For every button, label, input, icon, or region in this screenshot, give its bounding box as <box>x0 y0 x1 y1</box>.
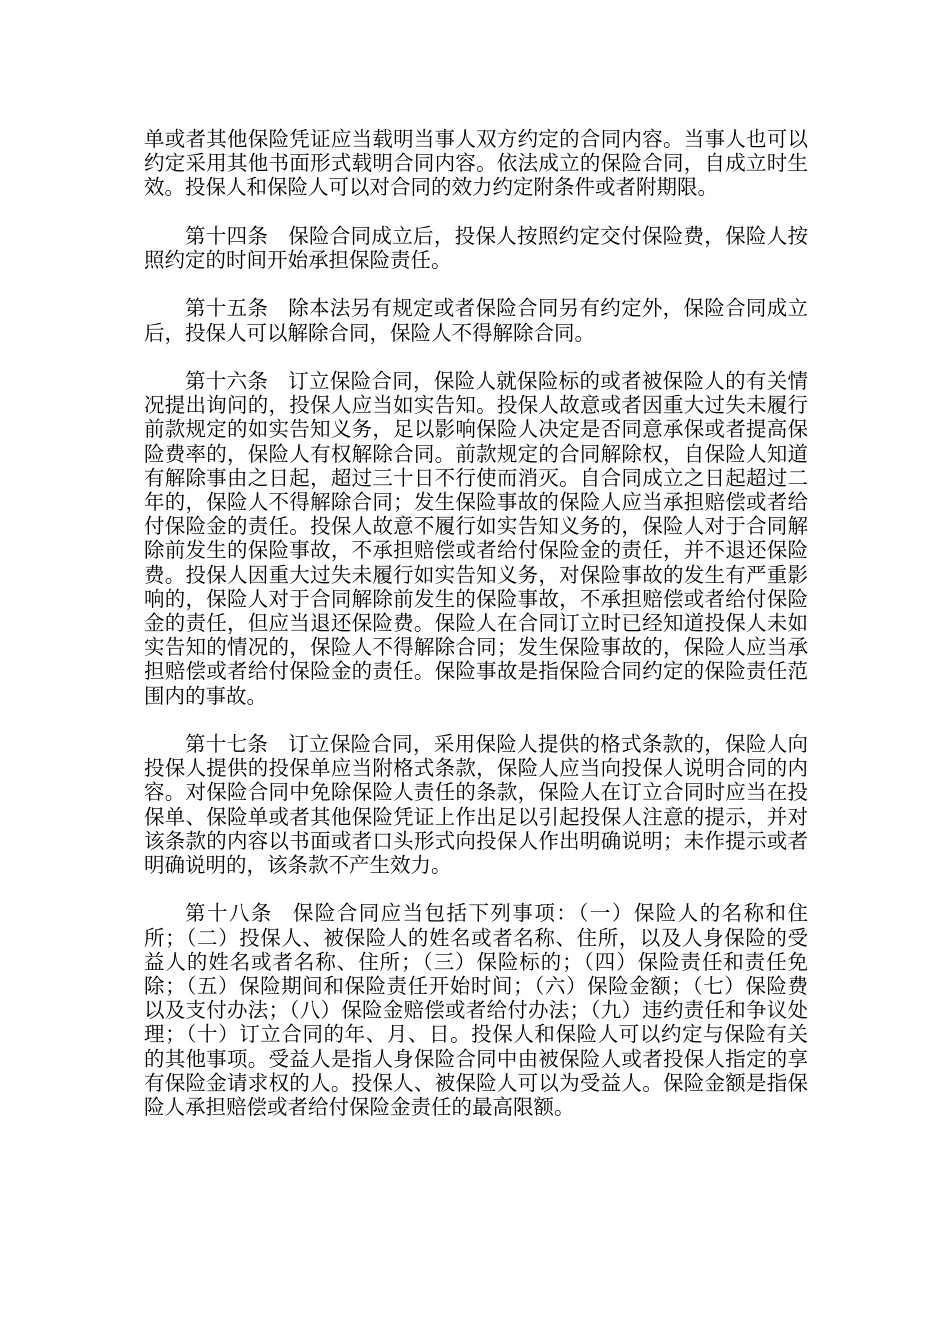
paragraph-text: 订立保险合同，采用保险人提供的格式条款的，保险人向投保人提供的投保单应当附格式条款，保险人应当向投保人说明合同的内容。对保险合同中免除保险人责任的条款，保险人在订立合同时应当在投保单、保险单或者其他保险凭证上作出足以引起投保人注意的提示，并对该条款的内容以书面或者口头形式向投保人作出明确说明；未作提示或者明确说明的，该条款不产生效力。 <box>144 732 809 878</box>
article-16 <box>144 369 808 708</box>
article-number: 第十五条 <box>185 296 269 321</box>
article-14 <box>144 224 808 272</box>
paragraph-text: 保险合同成立后，投保人按照约定交付保险费，保险人按照约定的时间开始承担保险责任。 <box>144 223 809 272</box>
article-number: 第十六条 <box>185 368 269 393</box>
article-18 <box>144 901 808 1119</box>
article-15 <box>144 296 808 344</box>
article-number: 第十八条 <box>185 901 273 926</box>
document-page <box>144 127 808 1143</box>
article-number: 第十七条 <box>185 732 269 757</box>
paragraph-text: 订立保险合同，保险人就保险标的或者被保险人的有关情况提出询问的，投保人应当如实告知。投保人故意或者因重大过失未履行前款规定的如实告知义务，足以影响保险人决定是否同意承保或者提高保险费率的，保险人有权解除合同。前款规定的合同解除权，自保险人知道有解除事由之日起，超过三十日不行使而消灭。自合同成立之日起超过二年的，保险人不得解除合同；发生保险事故的保险人应当承担赔偿或者给付保险金的责任。投保人故意不履行如实告知义务的，保险人对于合同解除前发生的保险事故，不承担赔偿或者给付保险金的责任，并不退还保险费。投保人因重大过失未履行如实告知义务，对保险事故的发生有严重影响的，保险人对于合同解除前发生的保险事故，不承担赔偿或者给付保险金的责任，但应当退还保险费。保险人在合同订立时已经知道投保人未如实告知的情况的，保险人不得解除合同；发生保险事故的，保险人应当承担赔偿或者给付保险金的责任。保险事故是指保险合同约定的保险责任范围内的事故。 <box>144 368 809 708</box>
paragraph-continuation <box>144 127 808 200</box>
paragraph-text: 保险合同应当包括下列事项：（一）保险人的名称和住所；（二）投保人、被保险人的姓名或者名称、住所，以及人身保险的受益人的姓名或者名称、住所；（三）保险标的；（四）保险责任和责任免除；（五）保险期间和保险责任开始时间；（六）保险金额；（七）保险费以及支付办法；（八）保险金赔偿或者给付办法；（九）违约责任和争议处理；（十）订立合同的年、月、日。投保人和保险人可以约定与保险有关的其他事项。受益人是指人身保险合同中由被保险人或者投保人指定的享有保险金请求权的人。投保人、被保险人可以为受益人。保险金额是指保险人承担赔偿或者给付保险金责任的最高限额。 <box>144 901 809 1120</box>
article-number: 第十四条 <box>185 223 269 248</box>
article-17 <box>144 732 808 877</box>
paragraph-text: 单或者其他保险凭证应当载明当事人双方约定的合同内容。当事人也可以约定采用其他书面形式载明合同内容。依法成立的保险合同，自成立时生效。投保人和保险人可以对合同的效力约定附条件或者附期限。 <box>144 127 808 200</box>
paragraph-text: 除本法另有规定或者保险合同另有约定外，保险合同成立后，投保人可以解除合同，保险人不得解除合同。 <box>144 296 809 345</box>
